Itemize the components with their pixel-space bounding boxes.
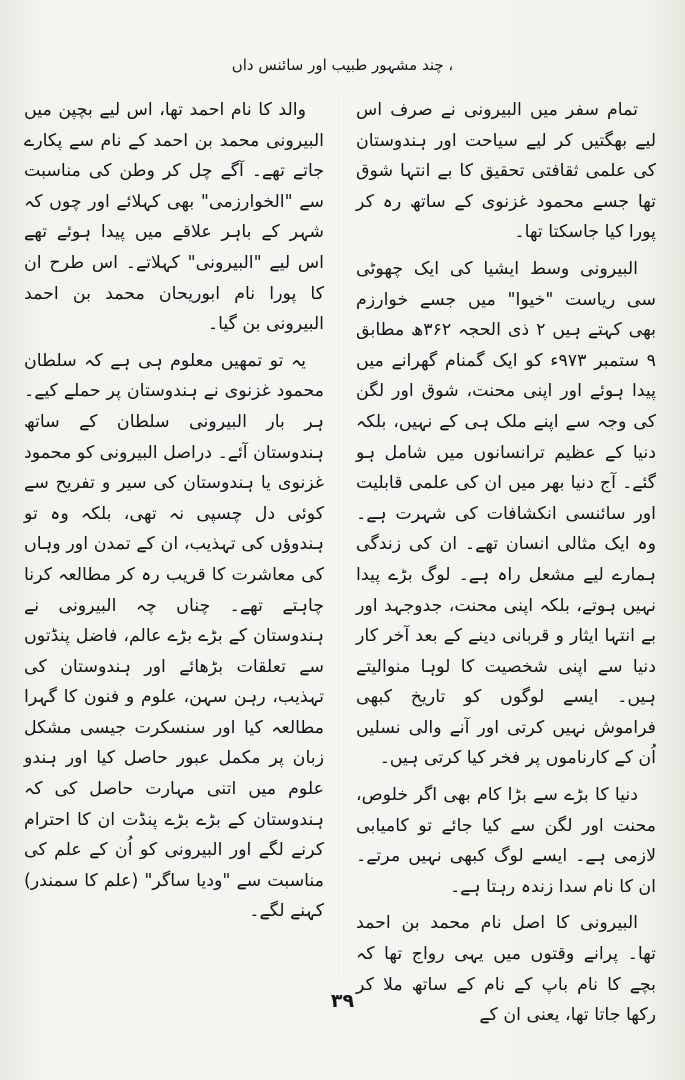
paragraph: البیرونی وسط ایشیا کی ایک چھوٹی سی ریاست "خیوا" میں جسے خوارزم بھی کہتے ہیں ۲ ذی الحجہ ۳۶۲ھ مطابق ۹ ستمبر ۹۷۳ء کو ایک گمنام گھرانے میں پیدا ہوئے اور اپنی محنت، شوق اور لگن کی وجہ سے اپنے ملک ہی کے نہیں، بلکہ دنیا کے عظیم ترانسانوں میں شامل ہو گئے۔ آج دنیا بھر میں ان کی علمی قابلیت اور سائنسی انکشافات کی شہرت ہے۔ وہ ایک مثالی انسان تھے۔ ان کی زندگی ہمارے لیے مشعل راہ ہے۔ لوگ بڑے پیدا نہیں ہوتے، بلکہ اپنی محنت، جدوجہد اور بے انتہا ایثار و قربانی دینے کے بعد آخر کار دنیا سے اپنی شخصیت کا لوہا منوالیتے ہیں۔ ایسے لوگوں کو تاریخ کبھی فراموش نہیں کرتی اور آنے والی نسلیں اُن کے کارناموں پر فخر کیا کرتی ہیں۔ — [356, 258, 656, 769]
column-gutter — [338, 95, 339, 975]
left-column — [24, 95, 324, 933]
paragraph: یہ تو تمھیں معلوم ہی ہے کہ سلطان محمود غزنوی نے ہندوستان پر حملے کیے۔ ہر بار البیرونی سلطان کے ساتھ ہندوستان آئے۔ دراصل البیرونی کو محمود غزنوی یا ہندوستان کی سیر و تفریح سے کوئی دل چسپی نہ تھی، بلکہ وہ تو ہندوؤں کی تہذیب، ان کے تمدن اور وہاں کی معاشرت کا قریب رہ کر مطالعہ کرنا چاہتے تھے۔ چناں چہ البیرونی نے ہندوستان کے بڑے بڑے عالم، فاضل پنڈتوں سے تعلقات بڑھائے اور ہندوستان کی تہذیب، رہن سہن، علوم و فنون کا گہرا مطالعہ کیا اور سنسکرت جیسی مشکل زبان پر مکمل عبور حاصل کیا اور ہندو علوم میں اتنی مہارت حاصل کی کہ ہندوستان کے بڑے بڑے پنڈت ان کا احترام کرنے لگے اور البیرونی کو اُن کے علم کی مناسبت سے "ودیا ساگر" (علم کا سمندر) کہنے لگے۔ — [24, 350, 324, 922]
page-number: ۳۹ — [330, 990, 355, 1012]
paragraph: البیرونی کا اصل نام محمد بن احمد تھا۔ پرانے وقتوں میں یہی رواج تھا کہ بچے کا نام باپ کے نام کے ساتھ ملا کر رکھا جاتا تھا، یعنی ان کے — [356, 913, 656, 1026]
running-head: ، چند مشہور طبیب اور سائنس داں — [231, 56, 454, 74]
paragraph: تمام سفر میں البیرونی نے صرف اس لیے بھگتیں کر لیے سیاحت اور ہندوستان کی علمی ثقافتی تحقیق کا بے انتہا شوق تھا جسے محمود غزنوی کے ساتھ رہ کر پورا کیا جاسکتا تھا۔ — [356, 100, 656, 243]
paragraph: دنیا کا بڑے سے بڑا کام بھی اگر خلوص، محنت اور لگن سے کیا جائے تو کامیابی لازمی ہے۔ ایسے لوگ کبھی نہیں مرتے۔ ان کا نام سدا زندہ رہتا ہے۔ — [356, 785, 656, 897]
paragraph: والد کا نام احمد تھا، اس لیے بچپن میں البیرونی محمد بن احمد کے نام سے پکارے جاتے تھے۔ آگے چل کر وطن کی مناسبت سے "الخوارزمی" بھی کہلائے اور چوں کہ شہر کے باہر علاقے میں پیدا ہوئے تھے اس لیے "البیرونی" کہلاتے۔ اس طرح ان کا پورا نام ابوریحان محمد بن احمد البیرونی بن گیا۔ — [24, 100, 324, 335]
right-column — [356, 95, 656, 1037]
